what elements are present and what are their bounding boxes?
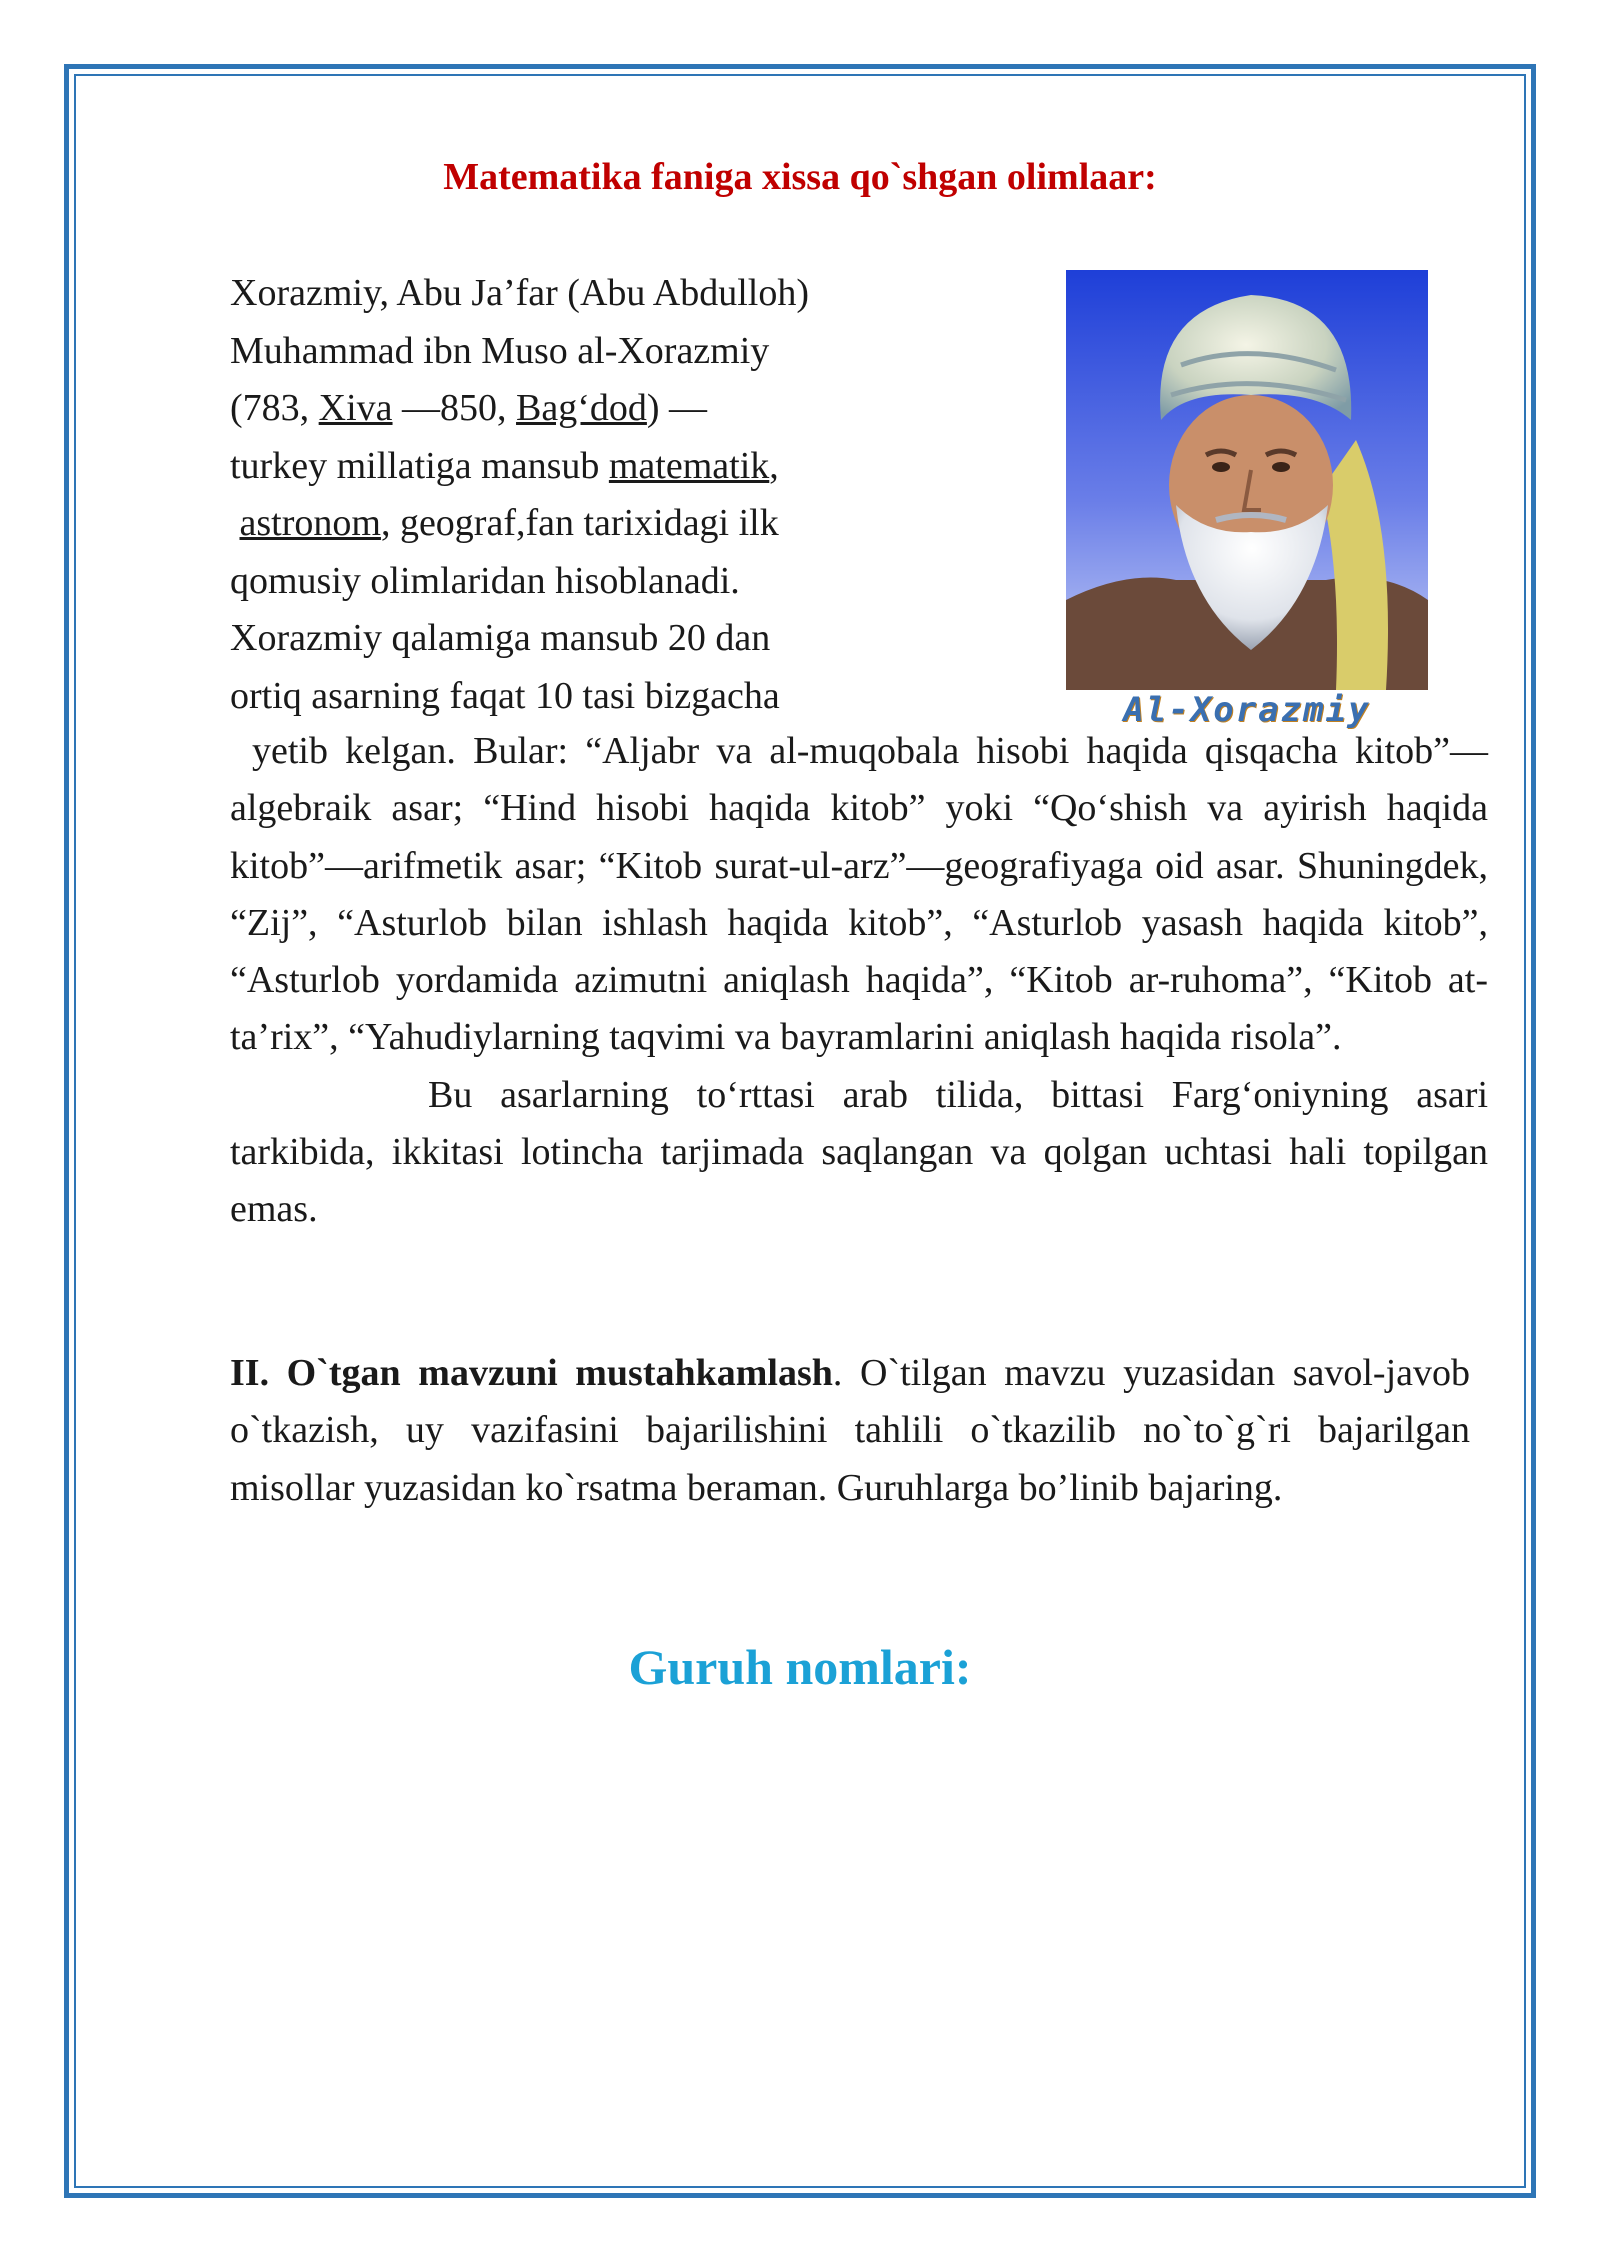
intro-line: qomusiy olimlaridan hisoblanadi. — [230, 559, 740, 602]
body-text — [230, 723, 1488, 1239]
body-paragraph-2: Bu asarlarning to‘rttasi arab tilida, bittasi Farg‘oniyning asari tarkibida, ikkitasi lotincha tarjimada saqlangan va qolgan uchtasi hali topilgan emas. — [230, 1073, 1488, 1231]
link-bagdod[interactable]: Bag‘dod — [516, 387, 647, 429]
section-text: . O`tilgan mavzu yuzasidan savol-javob o`tkazish, uy vazifasini bajarilishini tahlili o`tkazilib no`to`g`ri bajarilgan misollar yuzasidan ko`rsatma beraman. Guruhlarga bo’linib bajaring. — [230, 1352, 1470, 1509]
intro-line: Muhammad ibn Muso al-Xorazmiy — [230, 329, 770, 372]
portrait-caption: Al-Xorazmiy — [1123, 690, 1371, 730]
intro-line: turkey millatiga mansub matematik, — [230, 444, 779, 487]
section-consolidation — [230, 1345, 1470, 1517]
intro-line: Xorazmiy qalamiga mansub 20 dan — [230, 617, 771, 659]
intro-line: astronom, geograf,fan tarixidagi ilk — [239, 502, 779, 544]
intro-line: Xorazmiy, Abu Ja’far (Abu Abdulloh) — [230, 272, 810, 314]
intro-line: (783, Xiva —850, Bag‘dod) — — [230, 387, 708, 429]
link-matematik[interactable]: matematik — [608, 444, 770, 487]
groups-heading: Guruh nomlari: — [628, 1639, 972, 1695]
section-heading: II. O`tgan mavzuni mustahkamlash — [230, 1352, 833, 1394]
link-xiva[interactable]: Xiva — [318, 387, 393, 429]
intro-line: ortiq asarning faqat 10 tasi bizgacha — [230, 674, 780, 717]
page-title: Matematika faniga xissa qo`shgan olimlaar: — [443, 156, 1157, 198]
intro-text — [230, 265, 930, 725]
body-paragraph-1: yetib kelgan. Bular: “Aljabr va al-muqobala hisobi haqida qisqacha kitob”—algebraik asar; “Hind hisobi haqida kitob” yoki “Qo‘shish va ayirish haqida kitob”—arifmetik asar; “Kitob surat-ul-arz”—geografiyaga oid asar. Shuningdek, “Zij”, “Asturlob bilan ishlash haqida kitob”, “Asturlob yasash haqida kitob”, “Asturlob yordamida azimutni aniqlash haqida”, “Kitob ar-ruhoma”, “Kitob at-ta’rix”, “Yahudiylarning taqvimi va bayramlarini aniqlash haqida risola”. — [230, 730, 1488, 1059]
portrait-image — [1066, 270, 1428, 690]
link-astronom[interactable]: astronom — [239, 502, 381, 544]
